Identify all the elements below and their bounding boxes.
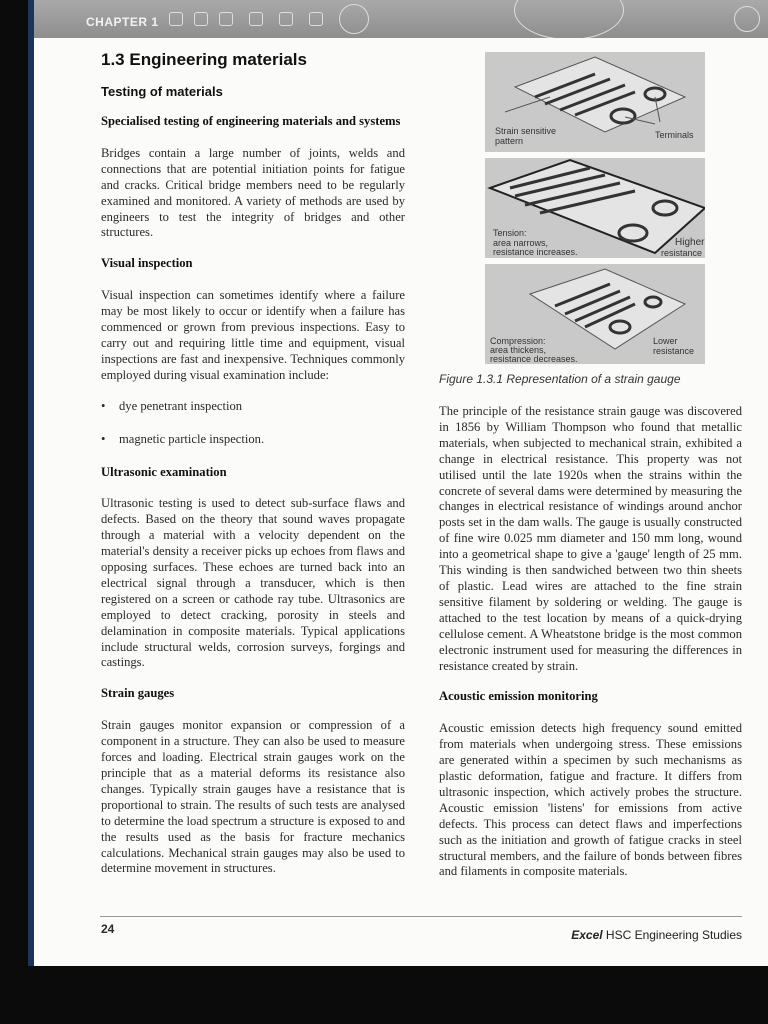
paragraph: The principle of the resistance strain gauge was discovered in 1856 by William Thompson who found that metallic materials, when subjected to mechanical strain, exhibited a change in electrical resistance. This property was not utilised until the late 1920s when the strains within the concrete of several dams were determined by measuring the changes in electrical resistance of windings around anchor posts set in the dam walls. The gauge is usually constructed of fine wire 0.025 mm diameter and 150 mm long, wound into a geometrical shape to give a 'gauge' length of 25 mm. This winding is then sandwiched between two thin sheets of plastic. Lead wires are attached to the fine strain sensitive filament by soldering or welding. The gauge is attached to the test location by means of a quick-drying cellulose cement. A Wheatstone bridge is the most common electronic instrument used for measuring the differences in resistance created by strain.: [439, 404, 742, 673]
chapter-banner: [34, 0, 768, 38]
paragraph: Ultrasonic testing is used to detect sub-surface flaws and defects. Based on the theory that sound waves propagate through a material with a velocity dependent on the material's density a receiver picks up echoes from flaws and opposing surfaces. These echoes are turned back into an electrical signal through a transducer, which is then registered on a screen or cathode ray tube. Ultrasonics are employed to detect cracking, porosity in steels and delamination in composite materials. Typical applications include structural welds, corrosion surveys, forgings and castings.: [101, 496, 405, 670]
figure-panel-normal: [485, 52, 705, 152]
subsection-title: Specialised testing of engineering materials and systems: [101, 114, 401, 128]
figure-panel-compression: [485, 264, 705, 364]
strain-gauge-figure: [485, 52, 707, 370]
banner-decoration-icon: [219, 12, 233, 26]
bullet-list: [101, 399, 405, 448]
banner-decoration-icon: [194, 12, 208, 26]
banner-decoration-icon: [309, 12, 323, 26]
dial-icon: [514, 0, 624, 38]
paragraph: Visual inspection can sometimes identify where a failure may be most likely to occur or identify when a failure has commenced or grown from previous inspections. Easy to carry out and requiring little time and equipment, visual inspections are fast and inexpensive. Techniques commonly employed during visual examination include:: [101, 288, 405, 382]
paragraph: Strain gauges monitor expansion or compression of a component in a structure. They can also be used to measure forces and loading. Electrical strain gauges work on the principle that as a material deforms its resistance also changes. Typically strain gauges have a resistance that is proportional to strain. The results of such tests are analysed to determine the load spectrum a structure is exposed to and the results used as the basis for fracture mechanics calculations. Mechanical strain gauges may also be used to determine movement in structures.: [101, 718, 405, 876]
banner-decoration-icon: [169, 12, 183, 26]
figure-label: resistance decreases.: [490, 354, 578, 364]
list-item: • magnetic particle inspection.: [101, 432, 405, 448]
figure-label: area narrows,: [493, 238, 549, 248]
list-item: • dye penetrant inspection: [101, 399, 405, 415]
subsection-title: Visual inspection: [101, 256, 193, 271]
figure-label: Tension:: [493, 228, 527, 238]
figure-label: resistance: [653, 346, 695, 356]
chapter-label: CHAPTER 1: [86, 15, 159, 29]
figure-label: Terminals: [655, 130, 694, 140]
page-title: 1.3 Engineering materials: [101, 50, 307, 69]
figure-label: Higher: [675, 237, 705, 248]
figure-label: area thickens,: [490, 345, 547, 355]
paragraph: Acoustic emission detects high frequency sound emitted from materials when undergoing stress. These emissions are generated within a specimen by such mechanisms as plastic deformation, fatigue and fracture. It differs from ultrasonic inspection, which actively probes the structure. Acoustic emission 'listens' for emissions from active defects. This process can detect flaws and imperfections such as the initiation and growth of fatigue cracks in steel structural members, and the failure of bonds between fibres and filaments in composite materials.: [439, 721, 742, 879]
figure-label: Strain sensitive pattern: [495, 126, 557, 146]
brand-name: Excel: [571, 928, 603, 942]
book-title: [571, 928, 742, 942]
subsection-title: Acoustic emission monitoring: [439, 689, 598, 704]
left-column: [101, 50, 405, 892]
banner-decoration-icon: [249, 12, 263, 26]
figure-label: Compression:: [490, 336, 546, 346]
paragraph: Bridges contain a large number of joints, welds and connections that are potential initiation points for fatigue and cracks. Critical bridge members need to be regularly examined and monitored. A variety of methods are used by engineers to test the integrity of bridges and other structures.: [101, 145, 405, 240]
book-title-text: HSC Engineering Studies: [602, 928, 742, 942]
page-number: 24: [101, 922, 115, 936]
dial-icon: [734, 6, 760, 32]
banner-decoration-icon: [279, 12, 293, 26]
figure-panel-tension: [485, 158, 705, 258]
figure-label: resistance increases.: [493, 247, 578, 257]
section-heading: Testing of materials: [101, 84, 223, 99]
footer-divider: [100, 916, 742, 917]
subsection-title: Ultrasonic examination: [101, 464, 227, 479]
figure-label: Lower: [653, 336, 678, 346]
subsection-title: Strain gauges: [101, 686, 175, 701]
dial-icon: [339, 4, 369, 34]
figure-caption: Figure 1.3.1 Representation of a strain gauge: [439, 372, 681, 386]
right-column: [439, 404, 742, 895]
figure-label: resistance: [661, 248, 703, 258]
